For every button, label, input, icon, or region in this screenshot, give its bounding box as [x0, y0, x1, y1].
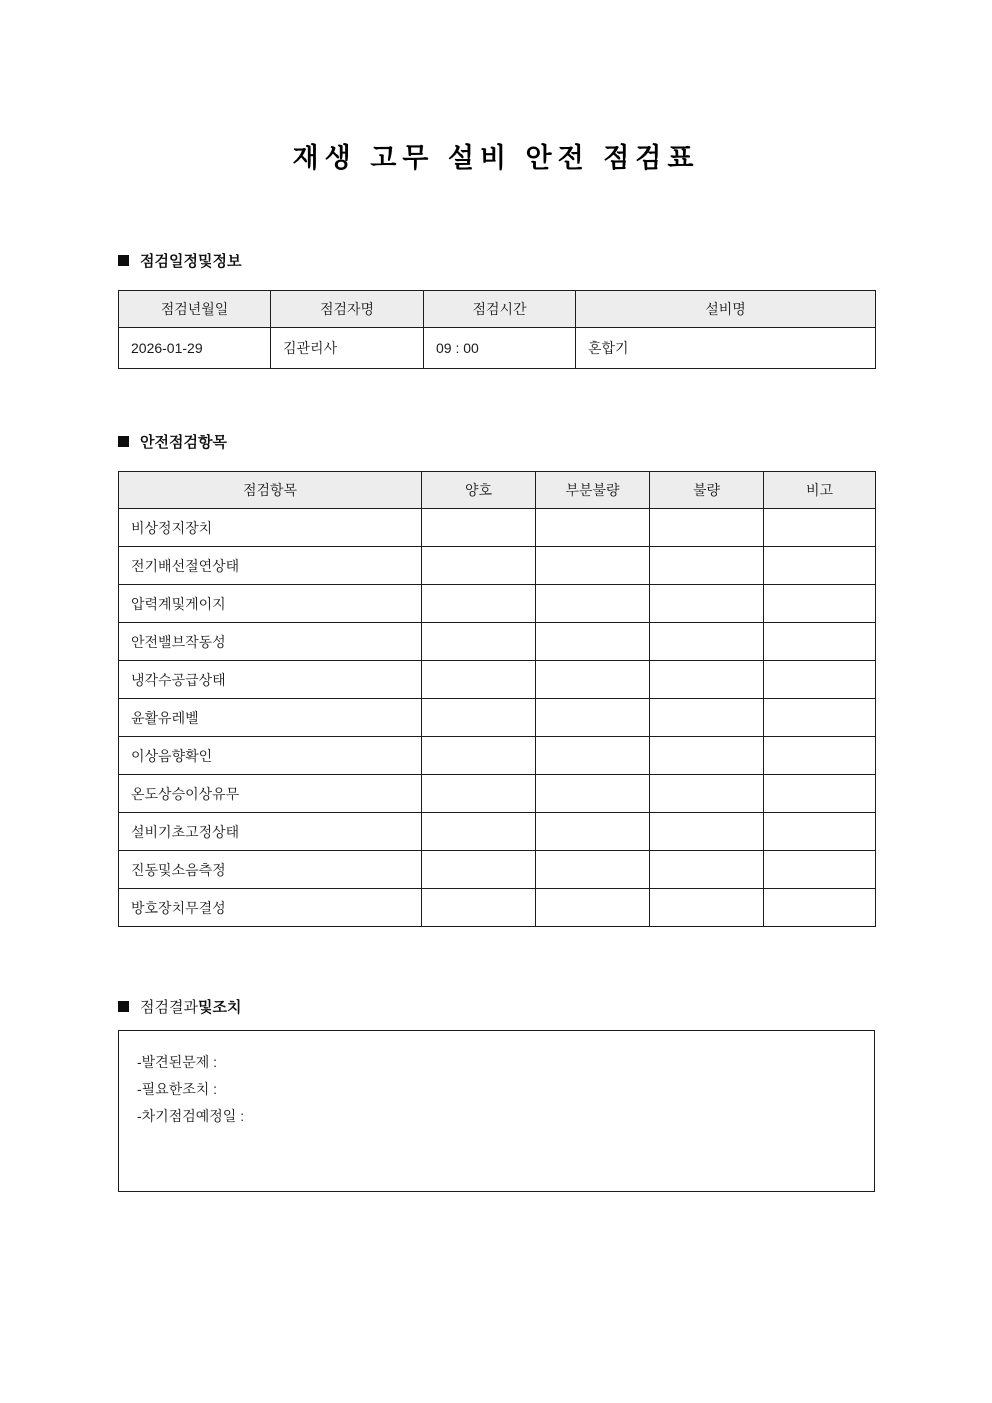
cell-partial-defect[interactable]	[536, 585, 650, 623]
column-header-inspector: 점검자명	[271, 291, 424, 328]
table-row	[119, 889, 876, 927]
column-header-date: 점검년월일	[119, 291, 271, 328]
column-header-time: 점검시간	[424, 291, 576, 328]
page-title: 재생 고무 설비 안전 점검표	[292, 143, 700, 173]
note-line: -차기점검예정일 :	[137, 1108, 245, 1124]
cell-inspection-item: 압력계및게이지	[119, 585, 422, 623]
cell-good[interactable]	[422, 547, 536, 585]
column-header-equipment: 설비명	[576, 291, 876, 328]
table-row	[119, 661, 876, 699]
cell-inspection-item: 설비기초고정상태	[119, 813, 422, 851]
cell-defect[interactable]	[650, 509, 764, 547]
cell-partial-defect[interactable]	[536, 547, 650, 585]
column-header-remarks: 비고	[764, 472, 876, 509]
cell-remarks[interactable]	[764, 851, 876, 889]
section-heading-schedule-label: 점검일정및정보	[140, 253, 242, 270]
table-row	[119, 585, 876, 623]
cell-inspection-item: 비상정지장치	[119, 509, 422, 547]
cell-defect[interactable]	[650, 547, 764, 585]
cell-inspection-date[interactable]: 2026-01-29	[119, 328, 271, 369]
cell-good[interactable]	[422, 813, 536, 851]
cell-inspection-item: 방호장치무결성	[119, 889, 422, 927]
inspection-info-table	[118, 290, 876, 369]
column-header-partial-defect: 부분불량	[536, 472, 650, 509]
cell-remarks[interactable]	[764, 737, 876, 775]
cell-good[interactable]	[422, 623, 536, 661]
square-bullet-icon	[118, 255, 129, 266]
section-heading-schedule	[118, 250, 241, 271]
cell-remarks[interactable]	[764, 585, 876, 623]
note-line: -필요한조치 :	[137, 1081, 218, 1097]
cell-partial-defect[interactable]	[536, 737, 650, 775]
column-header-good: 양호	[422, 472, 536, 509]
cell-inspection-item: 온도상승이상유무	[119, 775, 422, 813]
cell-good[interactable]	[422, 699, 536, 737]
cell-defect[interactable]	[650, 775, 764, 813]
cell-good[interactable]	[422, 737, 536, 775]
cell-partial-defect[interactable]	[536, 813, 650, 851]
cell-defect[interactable]	[650, 585, 764, 623]
cell-defect[interactable]	[650, 623, 764, 661]
cell-partial-defect[interactable]	[536, 509, 650, 547]
safety-checklist-table	[118, 471, 876, 927]
cell-partial-defect[interactable]	[536, 661, 650, 699]
cell-remarks[interactable]	[764, 509, 876, 547]
cell-inspection-item: 안전밸브작동성	[119, 623, 422, 661]
cell-defect[interactable]	[650, 851, 764, 889]
table-row	[119, 775, 876, 813]
square-bullet-icon	[118, 436, 129, 447]
column-header-defect: 불량	[650, 472, 764, 509]
cell-good[interactable]	[422, 509, 536, 547]
cell-inspection-item: 이상음향확인	[119, 737, 422, 775]
cell-partial-defect[interactable]	[536, 623, 650, 661]
table-row	[119, 509, 876, 547]
cell-remarks[interactable]	[764, 775, 876, 813]
cell-good[interactable]	[422, 661, 536, 699]
cell-equipment-name[interactable]: 혼합기	[576, 328, 876, 369]
column-header-item: 점검항목	[119, 472, 422, 509]
cell-inspection-item: 전기배선절연상태	[119, 547, 422, 585]
section-heading-result	[118, 996, 241, 1017]
cell-defect[interactable]	[650, 889, 764, 927]
cell-partial-defect[interactable]	[536, 699, 650, 737]
cell-remarks[interactable]	[764, 889, 876, 927]
cell-partial-defect[interactable]	[536, 851, 650, 889]
table-row	[119, 547, 876, 585]
square-bullet-icon	[118, 1001, 129, 1012]
cell-remarks[interactable]	[764, 813, 876, 851]
table-header-row	[119, 291, 876, 328]
section-heading-result-label-bold: 및조치	[197, 999, 242, 1016]
cell-remarks[interactable]	[764, 661, 876, 699]
table-row	[119, 699, 876, 737]
section-heading-checklist	[118, 431, 227, 452]
cell-inspector-name[interactable]: 김관리사	[271, 328, 424, 369]
cell-defect[interactable]	[650, 737, 764, 775]
note-line: -발견된문제 :	[137, 1054, 218, 1070]
cell-partial-defect[interactable]	[536, 889, 650, 927]
table-row	[119, 623, 876, 661]
cell-good[interactable]	[422, 585, 536, 623]
table-row	[119, 851, 876, 889]
cell-defect[interactable]	[650, 813, 764, 851]
cell-defect[interactable]	[650, 699, 764, 737]
cell-remarks[interactable]	[764, 699, 876, 737]
cell-defect[interactable]	[650, 661, 764, 699]
cell-inspection-item: 윤활유레벨	[119, 699, 422, 737]
cell-partial-defect[interactable]	[536, 775, 650, 813]
table-row	[119, 813, 876, 851]
table-header-row	[119, 472, 876, 509]
section-heading-result-label-light: 점검결과	[140, 999, 198, 1016]
cell-good[interactable]	[422, 851, 536, 889]
cell-good[interactable]	[422, 775, 536, 813]
table-row	[119, 737, 876, 775]
cell-remarks[interactable]	[764, 547, 876, 585]
section-heading-checklist-label: 안전점검항목	[140, 434, 227, 451]
table-row	[119, 328, 876, 369]
result-notes-box[interactable]	[118, 1030, 875, 1192]
cell-inspection-time[interactable]: 09 : 00	[424, 328, 576, 369]
cell-inspection-item: 냉각수공급상태	[119, 661, 422, 699]
cell-inspection-item: 진동및소음측정	[119, 851, 422, 889]
cell-remarks[interactable]	[764, 623, 876, 661]
cell-good[interactable]	[422, 889, 536, 927]
